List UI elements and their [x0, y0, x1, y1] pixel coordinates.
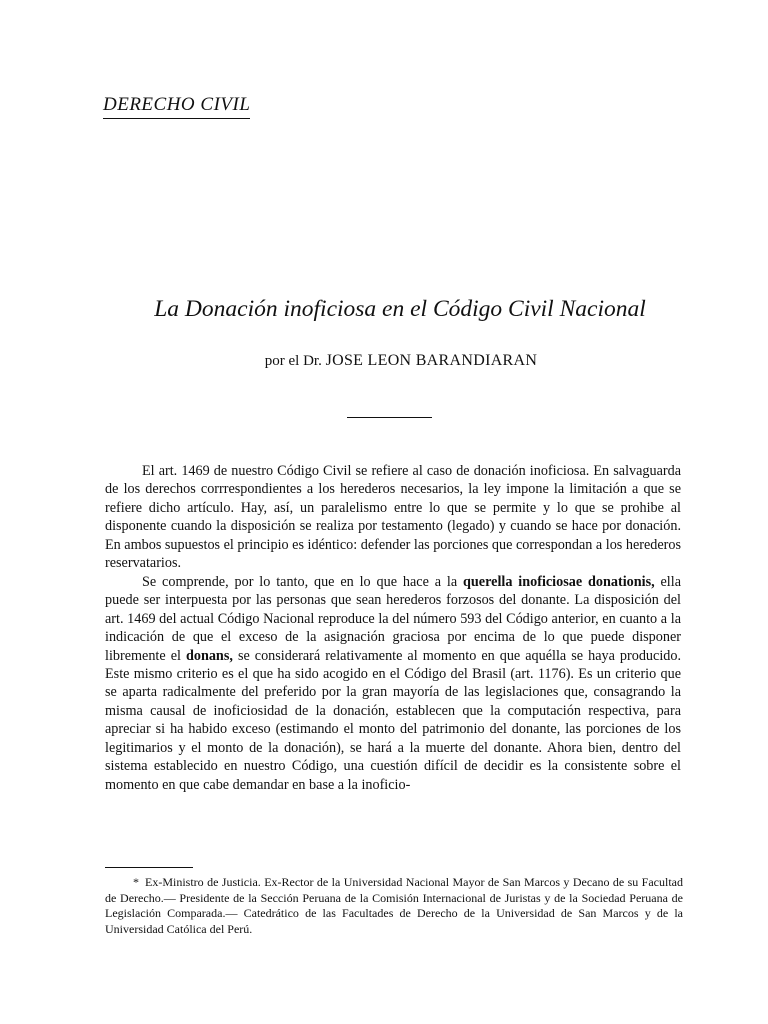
- author-name: JOSE LEON BARANDIARAN: [325, 352, 538, 369]
- latin-term-donans: donans,: [185, 647, 233, 664]
- byline-prefix: por el Dr.: [264, 353, 322, 369]
- latin-term-querella: querella inoficiosae donationis,: [463, 573, 655, 590]
- title-divider: [347, 417, 432, 418]
- article-title: La Donación inoficiosa en el Código Civil Nacional: [154, 296, 646, 322]
- section-label: DERECHO CIVIL: [103, 94, 250, 119]
- footnote: [105, 875, 683, 937]
- footnote-divider: [105, 867, 193, 868]
- paragraph-2-text-e: se considerará relativamente al momento en que aquélla se haya producido. Este mismo criterio es el que ha sido acogido en el Código del Brasil (art. 1176). Es un criterio que se aparta radicalmente del preferido por la gran mayoría de las legislaciones que, consagrando la misma causal de inoficiosidad de la donación, establecen que la computación respectiva, para apreciar si ha habido exceso (estimando el monto del patrimonio del donante, las porciones de los legitimarios y el monto de la donación), se hará a la muerte del donante. Ahora bien, dentro del sistema establecido en nuestro Código, una cuestión difícil de decidir es la consistente sobre el momento en que cabe demandar en base a la inoficio-: [105, 647, 681, 793]
- byline: [0, 352, 768, 370]
- paragraph-1: El art. 1469 de nuestro Código Civil se refiere al caso de donación inoficiosa. En salvaguarda de los derechos corrrespondientes a los herederos necesarios, la ley impone la limitación a que se refiere dicho artículo. Hay, así, un paralelismo entre lo que se permite y lo que se prohibe al disponente cuando la disposición se realiza por testamento (legado) y cuando se hace por donación. En ambos supuestos el principio es idéntico: defender las porciones que correspondan a los herederos reservatarios.: [105, 463, 681, 572]
- paragraph-2-text-a: Se comprende, por lo tanto, que en lo que hace a la: [142, 573, 464, 590]
- paragraph-2: [105, 573, 681, 794]
- paragraph-2-text-c: ella puede ser interpuesta por las personas que sean herederos forzosos del donante. La disposición del art. 1469 del actual Código Nacional reproduce la del número 593 del Código anterior, en cuanto a la indicación de que el exceso de la asignación graciosa por encima de lo que puede disponer libremente el: [105, 573, 681, 664]
- footnote-mark: *: [133, 875, 139, 889]
- article-body: [105, 462, 681, 794]
- footnote-text: Ex-Ministro de Justicia. Ex-Rector de la Universidad Nacional Mayor de San Marcos y Decano de su Facultad de Derecho.— Presidente de la Sección Peruana de la Comisión Internacional de Juristas y de la Sociedad Peruana de Legislación Comparada.— Catedrático de las Facultades de Derecho de la Universidad de San Marcos y de la Universidad Católica del Perú.: [105, 875, 683, 936]
